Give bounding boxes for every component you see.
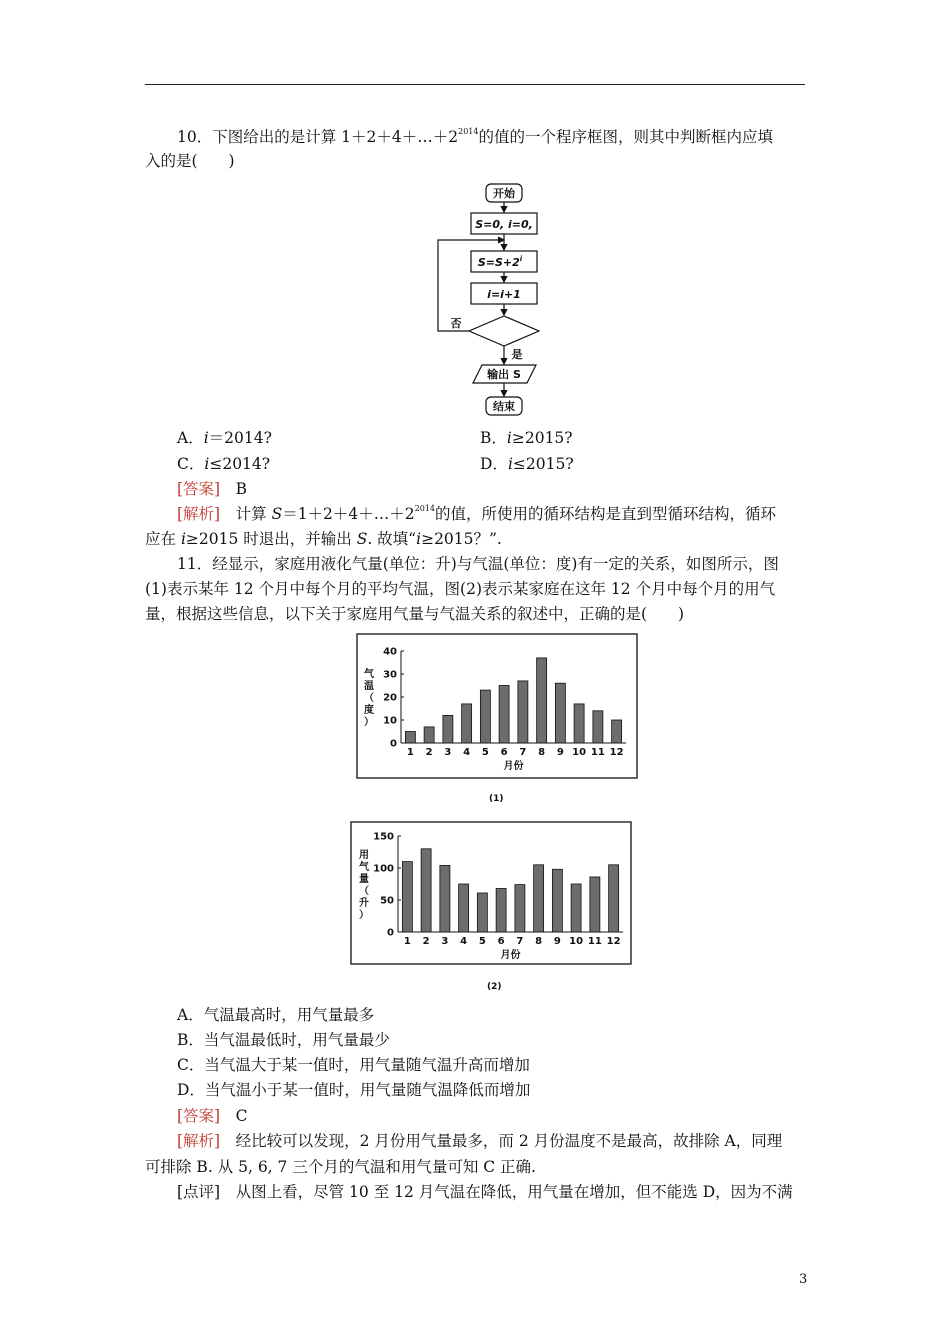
x-tick-label: 4 [460, 936, 468, 947]
fig2-caption: (2) [487, 982, 502, 992]
y-tick-label: 0 [387, 927, 394, 939]
y-tick-label: 20 [383, 692, 397, 704]
x-tick-label: 10 [572, 747, 587, 758]
x-axis-label: 月份 [500, 950, 521, 961]
bar-2 [424, 727, 434, 743]
x-axis-label: 月份 [503, 761, 524, 772]
q11-comment-line1: [点评] 从图上看，尽管 10 至 12 月气温在降低，用气量在增加，但不能选 D，因为不满 [177, 1183, 793, 1201]
q10-option-c: C．i≤2014? [177, 455, 271, 473]
flow-end-text: 结束 [493, 400, 515, 413]
x-tick-label: 3 [444, 747, 452, 758]
q11-analysis-line2: 可排除 B. 从 5, 6, 7 三个月的气温和用气量可知 C 正确. [145, 1158, 536, 1176]
bar-5 [480, 690, 490, 743]
bar-10 [574, 704, 584, 743]
flow-output-text: 输出 S [487, 368, 521, 381]
bar-11 [590, 877, 600, 932]
bar-11 [593, 711, 603, 743]
x-tick-label: 2 [425, 747, 433, 758]
flow-decision-diamond [469, 316, 539, 346]
x-tick-label: 6 [497, 936, 505, 947]
bar-4 [459, 884, 469, 932]
bar-5 [477, 893, 487, 932]
header-rule [145, 84, 805, 85]
q10-line2: 入的是( ) [145, 152, 235, 170]
y-tick-label: 50 [380, 895, 394, 907]
x-tick-label: 9 [553, 936, 561, 947]
q10-analysis-line2: 应在 i≥2015 时退出，并输出 S. 故填“i≥2015？”. [145, 530, 502, 548]
bar-6 [499, 686, 509, 744]
q11-analysis-line1: [解析] 经比较可以发现，2 月份用气量最多，而 2 月份温度不是最高，故排除 A，同理 [177, 1132, 783, 1150]
bar-7 [515, 885, 525, 932]
page-number: 3 [799, 1272, 808, 1287]
y-tick-label: 40 [383, 646, 397, 658]
bar-10 [571, 884, 581, 932]
x-tick-label: 2 [422, 936, 430, 947]
q11-option-a: A．气温最高时，用气量最多 [177, 1006, 375, 1024]
q10-analysis-line1: [解析] 计算 $S=1+2+4+\dots+2^{2014}$的值，所使用的循环结构是直到型循环结构，循环 [177, 504, 777, 523]
q10-option-a: A．i＝2014? [177, 429, 272, 447]
bar-9 [555, 683, 565, 743]
q11-option-d: D．当气温小于某一值时，用气量随气温降低而增加 [177, 1081, 531, 1099]
q10-answer: [答案] B [177, 480, 248, 498]
bar-3 [443, 715, 453, 743]
y-axis-label: 气温（度） [364, 669, 374, 728]
x-tick-label: 1 [406, 747, 414, 758]
q11-option-b: B．当气温最低时，用气量最少 [177, 1031, 390, 1049]
bar-3 [440, 865, 450, 932]
bar-1 [402, 862, 412, 932]
x-tick-label: 11 [590, 747, 605, 758]
y-axis-label: 用气量（升） [359, 850, 369, 921]
q10-option-b: B．i≥2015? [480, 429, 573, 447]
flow-start-text: 开始 [493, 187, 515, 200]
x-tick-label: 11 [587, 936, 602, 947]
q10-option-d: D．i≤2015? [480, 455, 574, 473]
bar-8 [537, 658, 547, 743]
fig1-caption: (1) [489, 794, 504, 804]
x-tick-label: 12 [606, 936, 621, 947]
bar-1 [405, 732, 415, 744]
q11-answer: [答案] C [177, 1107, 248, 1125]
bar-4 [462, 704, 472, 743]
y-tick-label: 30 [383, 669, 397, 681]
temperature-bar-chart [356, 633, 638, 779]
x-tick-label: 7 [519, 747, 527, 758]
bar-12 [612, 720, 622, 743]
x-tick-label: 5 [481, 747, 489, 758]
x-tick-label: 3 [441, 936, 449, 947]
y-tick-label: 10 [383, 715, 397, 727]
x-tick-label: 8 [535, 936, 543, 947]
x-tick-label: 7 [516, 936, 524, 947]
y-tick-label: 0 [390, 738, 397, 750]
bar-8 [534, 865, 544, 932]
gas-usage-bar-chart [350, 821, 632, 965]
flow-yes-label: 是 [511, 348, 523, 361]
x-tick-label: 9 [556, 747, 564, 758]
bar-7 [518, 681, 528, 743]
x-tick-label: 1 [403, 936, 411, 947]
flow-no-label: 否 [450, 317, 462, 330]
q11-option-c: C．当气温大于某一值时，用气量随气温升高而增加 [177, 1056, 530, 1074]
bar-6 [496, 888, 506, 932]
x-tick-label: 5 [478, 936, 486, 947]
flow-sum-text: $S=S+2^i$ [477, 255, 523, 269]
flow-init-text: S=0, i=0, [475, 218, 533, 231]
y-tick-label: 150 [373, 831, 394, 843]
x-tick-label: 4 [463, 747, 471, 758]
bar-2 [421, 849, 431, 932]
bar-12 [609, 865, 619, 932]
flowchart [420, 175, 560, 420]
q11-line3: 量，根据这些信息，以下关于家庭用气量与气温关系的叙述中，正确的是( ) [145, 605, 685, 623]
x-tick-label: 10 [569, 936, 584, 947]
bar-9 [552, 869, 562, 932]
x-tick-label: 6 [500, 747, 508, 758]
q11-line2: (1)表示某年 12 个月中每个月的平均气温，图(2)表示某家庭在这年 12 个月中每个月的用气 [145, 580, 776, 598]
flow-increment-text: i=i+1 [487, 288, 521, 301]
q10-line1: 10．下图给出的是计算 $1+2+4+\dots+2^{2014}$的值的一个程序框图，则其中判断框内应填 [177, 127, 773, 146]
x-tick-label: 8 [538, 747, 546, 758]
x-tick-label: 12 [609, 747, 624, 758]
q11-line1: 11．经显示，家庭用液化气量(单位：升)与气温(单位：度)有一定的关系，如图所示，图 [177, 555, 779, 573]
y-tick-label: 100 [373, 863, 394, 875]
